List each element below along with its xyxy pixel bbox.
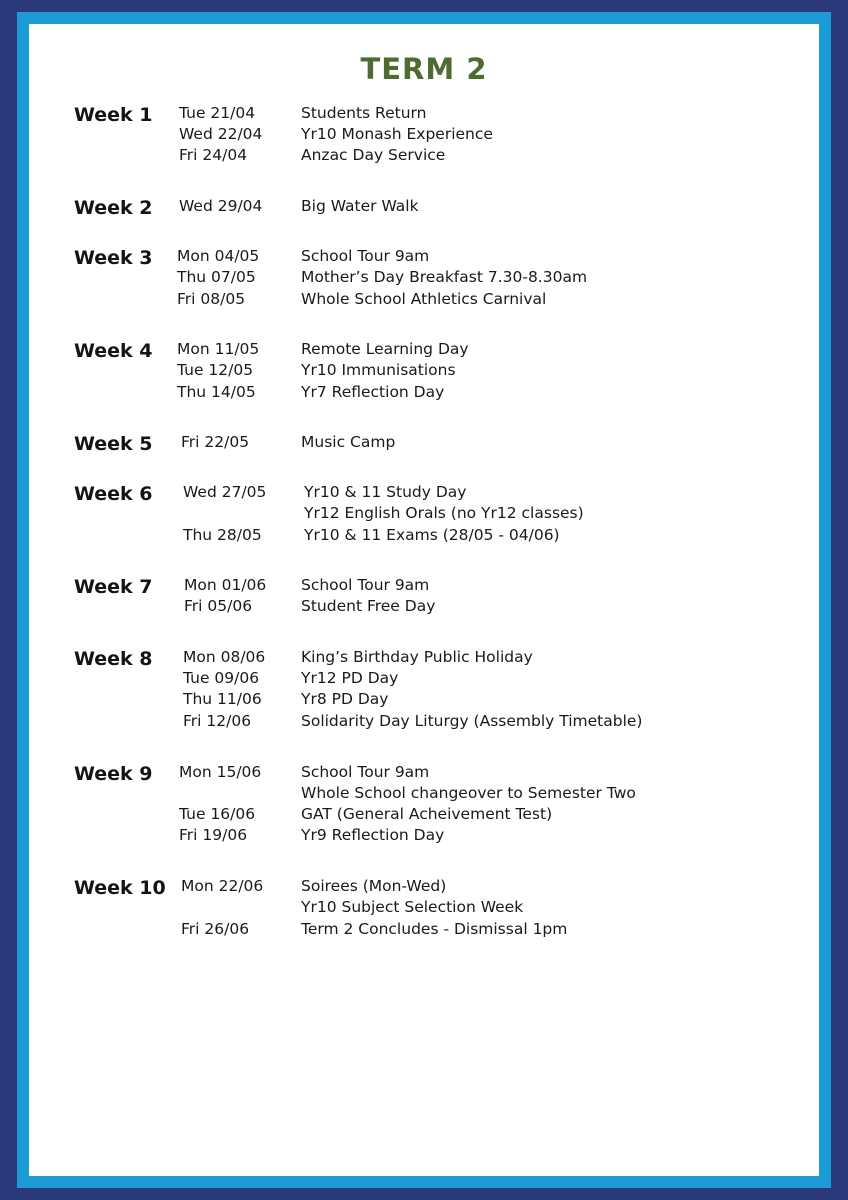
event-date: Mon 08/06 — [183, 648, 266, 666]
event-description: Remote Learning Day — [301, 340, 469, 358]
event-description: Soirees (Mon-Wed) — [301, 877, 447, 895]
event-description: Yr9 Reflection Day — [301, 826, 445, 844]
week-label: Week 7 — [74, 576, 153, 598]
event-description: Solidarity Day Liturgy (Assembly Timetable) — [301, 712, 643, 730]
event-description: School Tour 9am — [301, 763, 430, 781]
event-date: Thu 11/06 — [183, 690, 262, 708]
event-date: Wed 27/05 — [183, 483, 267, 501]
event-date: Tue 12/05 — [177, 361, 254, 379]
week-label: Week 3 — [74, 247, 153, 269]
event-description: King’s Birthday Public Holiday — [301, 648, 533, 666]
event-date: Tue 21/04 — [179, 104, 256, 122]
event-date: Thu 14/05 — [177, 383, 256, 401]
event-date: Fri 12/06 — [183, 712, 252, 730]
event-date: Fri 08/05 — [177, 290, 246, 308]
event-description: Yr10 Subject Selection Week — [301, 898, 524, 916]
event-description: School Tour 9am — [301, 247, 430, 265]
event-date: Tue 16/06 — [179, 805, 256, 823]
event-description: Mother’s Day Breakfast 7.30-8.30am — [301, 268, 588, 286]
event-date: Wed 22/04 — [179, 125, 263, 143]
event-description: Yr10 & 11 Exams (28/05 - 04/06) — [304, 526, 560, 544]
event-description: Yr10 Monash Experience — [301, 125, 493, 143]
event-description: Yr8 PD Day — [301, 690, 389, 708]
event-description: Students Return — [301, 104, 427, 122]
event-date: Thu 07/05 — [177, 268, 256, 286]
event-description: GAT (General Acheivement Test) — [301, 805, 553, 823]
event-date: Mon 04/05 — [177, 247, 260, 265]
event-date: Fri 26/06 — [181, 920, 250, 938]
week-label: Week 6 — [74, 483, 153, 505]
week-label: Week 5 — [74, 433, 153, 455]
event-description: School Tour 9am — [301, 576, 430, 594]
event-date: Tue 09/06 — [183, 669, 260, 687]
event-description: Student Free Day — [301, 597, 436, 615]
event-description: Yr7 Reflection Day — [301, 383, 445, 401]
event-date: Mon 15/06 — [179, 763, 262, 781]
event-description: Yr10 Immunisations — [301, 361, 456, 379]
event-description: Anzac Day Service — [301, 146, 446, 164]
event-date: Mon 22/06 — [181, 877, 264, 895]
event-date: Fri 22/05 — [181, 433, 250, 451]
event-description: Yr12 English Orals (no Yr12 classes) — [304, 504, 584, 522]
page-title: TERM 2 — [360, 52, 488, 86]
event-description: Term 2 Concludes - Dismissal 1pm — [301, 920, 568, 938]
event-date: Mon 01/06 — [184, 576, 267, 594]
event-description: Yr12 PD Day — [301, 669, 399, 687]
event-description: Whole School Athletics Carnival — [301, 290, 547, 308]
event-date: Fri 24/04 — [179, 146, 248, 164]
event-description: Music Camp — [301, 433, 396, 451]
event-date: Fri 19/06 — [179, 826, 248, 844]
event-date: Thu 28/05 — [183, 526, 262, 544]
event-description: Whole School changeover to Semester Two — [301, 784, 636, 802]
event-description: Yr10 & 11 Study Day — [304, 483, 467, 501]
event-date: Wed 29/04 — [179, 197, 263, 215]
week-label: Week 10 — [74, 877, 166, 899]
event-description: Big Water Walk — [301, 197, 419, 215]
event-date: Fri 05/06 — [184, 597, 253, 615]
week-label: Week 4 — [74, 340, 153, 362]
week-label: Week 1 — [74, 104, 153, 126]
event-date: Mon 11/05 — [177, 340, 260, 358]
week-label: Week 2 — [74, 197, 153, 219]
week-label: Week 9 — [74, 763, 153, 785]
week-label: Week 8 — [74, 648, 153, 670]
